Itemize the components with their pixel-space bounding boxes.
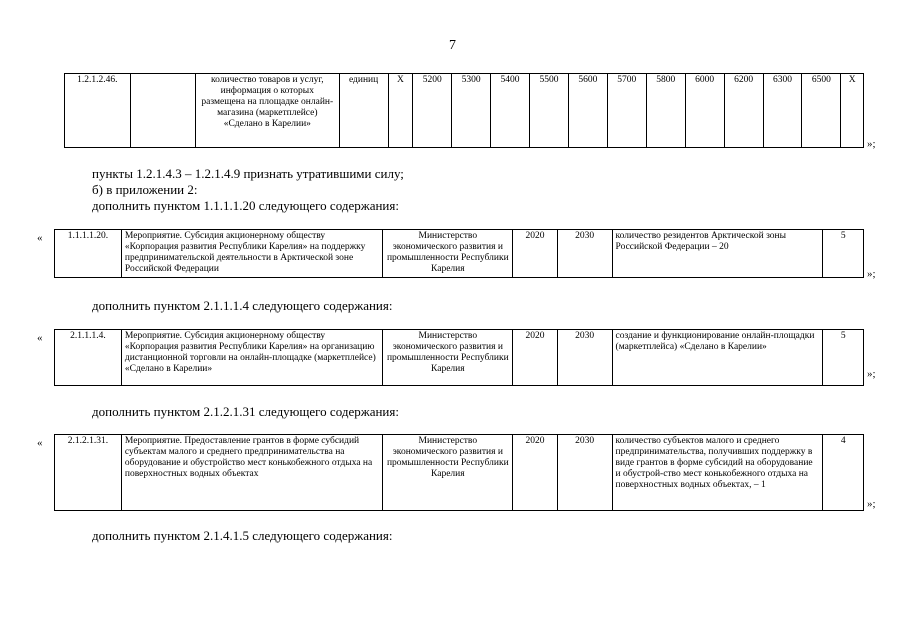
x-cell: X — [388, 74, 413, 148]
ministry-text: Министерство экономического развития и промышленности Республики Карелия — [383, 435, 513, 511]
paragraph: б) в приложении 2: — [92, 182, 198, 197]
item-number: 2.1.1.1.4. — [55, 330, 122, 386]
opening-quote: « — [37, 232, 43, 244]
ministry-text: Министерство экономического развития и промышленности Республики Карелия — [383, 230, 513, 278]
start-year: 2020 — [513, 230, 558, 278]
start-year: 2020 — [513, 330, 558, 386]
end-year: 2030 — [557, 435, 612, 511]
value-cell: 6300 — [763, 74, 802, 148]
opening-quote: « — [37, 332, 43, 344]
item-number: 2.1.2.1.31. — [55, 435, 122, 511]
start-year: 2020 — [513, 435, 558, 511]
item-number: 1.1.1.1.20. — [55, 230, 122, 278]
value-cell: 6500 — [802, 74, 841, 148]
program-table-row — [54, 434, 864, 511]
end-year: 2030 — [557, 330, 612, 386]
paragraph: дополнить пунктом 1.1.1.1.20 следующего содержания: — [92, 198, 399, 213]
indicator-text: количество товаров и услуг, информация о которых размещена на площадке онлайн-магазина (маркетплейсе) «Сделано в Карелии» — [196, 74, 339, 148]
closing-quote: »; — [867, 498, 876, 510]
value-cell: 5200 — [413, 74, 452, 148]
x-cell: X — [841, 74, 864, 148]
result-text: количество резидентов Арктической зоны Российской Федерации – 20 — [612, 230, 823, 278]
opening-quote: « — [37, 437, 43, 449]
paragraph: пункты 1.2.1.4.3 – 1.2.1.4.9 признать утратившими силу; — [92, 166, 404, 181]
program-table-row — [54, 329, 864, 386]
value-cell: 6000 — [685, 74, 724, 148]
event-text: Мероприятие. Предоставление грантов в форме субсидий субъектам малого и среднего предпринимательства на оборудование и обустройство мест конькобежного отдыха на поверхностных водных объектах — [121, 435, 383, 511]
closing-quote: »; — [867, 268, 876, 280]
value-cell: 5600 — [568, 74, 607, 148]
value-cell: 5700 — [607, 74, 646, 148]
value-cell: 5500 — [530, 74, 569, 148]
value-cell: 6200 — [724, 74, 763, 148]
indicator-table-row — [64, 73, 864, 148]
link-number: 5 — [823, 330, 864, 386]
paragraph: дополнить пунктом 2.1.1.1.4 следующего содержания: — [92, 298, 393, 313]
paragraph: дополнить пунктом 2.1.2.1.31 следующего содержания: — [92, 404, 399, 419]
program-table-row — [54, 229, 864, 278]
value-cell: 5300 — [452, 74, 491, 148]
page-number: 7 — [449, 38, 456, 53]
link-number: 4 — [823, 435, 864, 511]
ministry-text: Министерство экономического развития и промышленности Республики Карелия — [383, 330, 513, 386]
paragraph: дополнить пунктом 2.1.4.1.5 следующего содержания: — [92, 528, 393, 543]
value-cell: 5400 — [491, 74, 530, 148]
end-year: 2030 — [557, 230, 612, 278]
result-text: количество субъектов малого и среднего предпринимательства, получивших поддержку в виде грантов в форме субсидий на оборудование и обустрой-ство мест конькобежного отдыха на поверхностных водных объектах, – 1 — [612, 435, 823, 511]
value-cell: 5800 — [646, 74, 685, 148]
link-number: 5 — [823, 230, 864, 278]
event-text: Мероприятие. Субсидия акционерному обществу «Корпорация развития Республики Карелия» на организацию дистанционной торговли на онлайн-площадке (маркетплейсе) «Сделано в Карелии» — [121, 330, 383, 386]
result-text: создание и функционирование онлайн-площадки (маркетплейса) «Сделано в Карелии» — [612, 330, 823, 386]
item-number: 1.2.1.2.46. — [65, 74, 131, 148]
empty-cell — [130, 74, 196, 148]
closing-quote: »; — [867, 368, 876, 380]
closing-quote: »; — [867, 138, 876, 150]
event-text: Мероприятие. Субсидия акционерному обществу «Корпорация развития Республики Карелия» на поддержку предпринимательской деятельности в Арктической зоне Российской Федерации — [121, 230, 383, 278]
unit-cell: единиц — [339, 74, 388, 148]
